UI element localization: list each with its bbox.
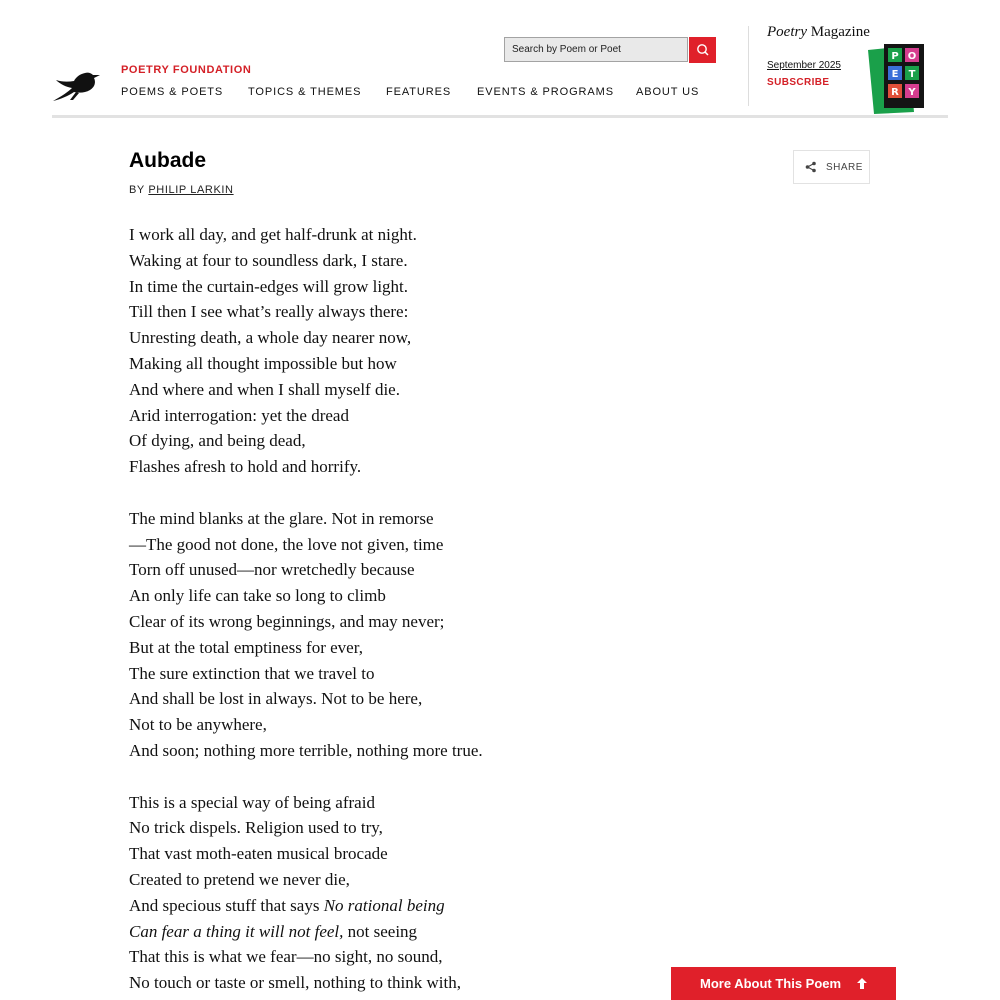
arrow-up-icon bbox=[856, 977, 868, 990]
magazine-title[interactable]: Poetry Magazine bbox=[767, 24, 870, 40]
share-button[interactable]: SHARE bbox=[793, 150, 870, 184]
author-link[interactable]: PHILIP LARKIN bbox=[148, 184, 234, 196]
poem-line: Can fear a thing it will not feel, not seeing bbox=[129, 921, 418, 941]
stanza-break bbox=[129, 764, 689, 790]
poetry-foundation-logo-icon[interactable] bbox=[52, 70, 104, 104]
magazine-cover-image[interactable] bbox=[866, 44, 926, 114]
poem-body bbox=[129, 222, 689, 996]
header-rule bbox=[52, 115, 948, 118]
poem-line: Created to pretend we never die, bbox=[129, 869, 350, 889]
poem-line: No trick dispels. Religion used to try, bbox=[129, 818, 383, 838]
poem-line: Arid interrogation: yet the dread bbox=[129, 405, 349, 425]
poem-line: That vast moth-eaten musical brocade bbox=[129, 844, 388, 864]
svg-text:P: P bbox=[891, 51, 899, 62]
subscribe-link[interactable]: SUBSCRIBE bbox=[767, 77, 830, 88]
poem-line: Of dying, and being dead, bbox=[129, 431, 306, 451]
header-divider bbox=[748, 26, 749, 106]
search-icon bbox=[689, 37, 716, 63]
poem-line: In time the curtain-edges will grow light. bbox=[129, 276, 409, 296]
poem-line: Flashes afresh to hold and horrify. bbox=[129, 457, 362, 477]
poem-line: Torn off unused—nor wretchedly because bbox=[129, 560, 415, 580]
stanza-1 bbox=[129, 222, 689, 480]
poem-line: Till then I see what’s really always there: bbox=[129, 302, 409, 322]
poem-line: An only life can take so long to climb bbox=[129, 586, 386, 606]
poem-line: The mind blanks at the glare. Not in remorse bbox=[129, 508, 434, 528]
poem-line: Not to be anywhere, bbox=[129, 715, 267, 735]
poem-line: —The good not done, the love not given, time bbox=[129, 534, 444, 554]
nav-about-us[interactable]: ABOUT US bbox=[636, 86, 700, 98]
stanza-3 bbox=[129, 790, 689, 996]
poem-line: I work all day, and get half-drunk at night. bbox=[129, 225, 417, 244]
poem-line: No touch or taste or smell, nothing to think with, bbox=[129, 973, 461, 993]
nav-topics-themes[interactable]: TOPICS & THEMES bbox=[248, 86, 362, 98]
poem-line: And where and when I shall myself die. bbox=[129, 379, 400, 399]
svg-text:T: T bbox=[908, 69, 916, 80]
search-input[interactable]: Search by Poem or Poet bbox=[504, 37, 688, 62]
poem-line: And soon; nothing more terrible, nothing more true. bbox=[129, 740, 483, 760]
poem-title: Aubade bbox=[129, 149, 207, 172]
poem-line: That this is what we fear—no sight, no sound, bbox=[129, 947, 443, 967]
magazine-issue-link[interactable]: September 2025 bbox=[767, 60, 841, 71]
poem-line: Waking at four to soundless dark, I stare. bbox=[129, 250, 408, 270]
brand-name[interactable]: POETRY FOUNDATION bbox=[121, 64, 252, 76]
svg-text:Y: Y bbox=[908, 87, 916, 98]
poem-line: Clear of its wrong beginnings, and may never; bbox=[129, 611, 445, 631]
nav-poems-poets[interactable]: POEMS & POETS bbox=[121, 86, 224, 98]
poem-line: But at the total emptiness for ever, bbox=[129, 637, 363, 657]
poem-line: And specious stuff that says No rational being bbox=[129, 895, 445, 915]
byline: BY PHILIP LARKIN bbox=[129, 184, 234, 196]
search-form bbox=[504, 37, 716, 63]
poem-line: And shall be lost in always. Not to be here, bbox=[129, 689, 423, 709]
svg-text:R: R bbox=[891, 87, 899, 98]
stanza-2 bbox=[129, 506, 689, 764]
nav-events-programs[interactable]: EVENTS & PROGRAMS bbox=[477, 86, 614, 98]
poem-line: This is a special way of being afraid bbox=[129, 792, 375, 812]
share-icon bbox=[805, 161, 817, 173]
svg-text:E: E bbox=[891, 69, 899, 80]
stanza-break bbox=[129, 480, 689, 506]
svg-text:O: O bbox=[907, 51, 917, 62]
more-about-poem-button[interactable]: More About This Poem bbox=[671, 967, 896, 1000]
search-button[interactable] bbox=[689, 37, 716, 63]
nav-features[interactable]: FEATURES bbox=[386, 86, 452, 98]
poem-line: Making all thought impossible but how bbox=[129, 353, 397, 373]
poem-line: Unresting death, a whole day nearer now, bbox=[129, 328, 412, 348]
poem-line: The sure extinction that we travel to bbox=[129, 663, 375, 683]
